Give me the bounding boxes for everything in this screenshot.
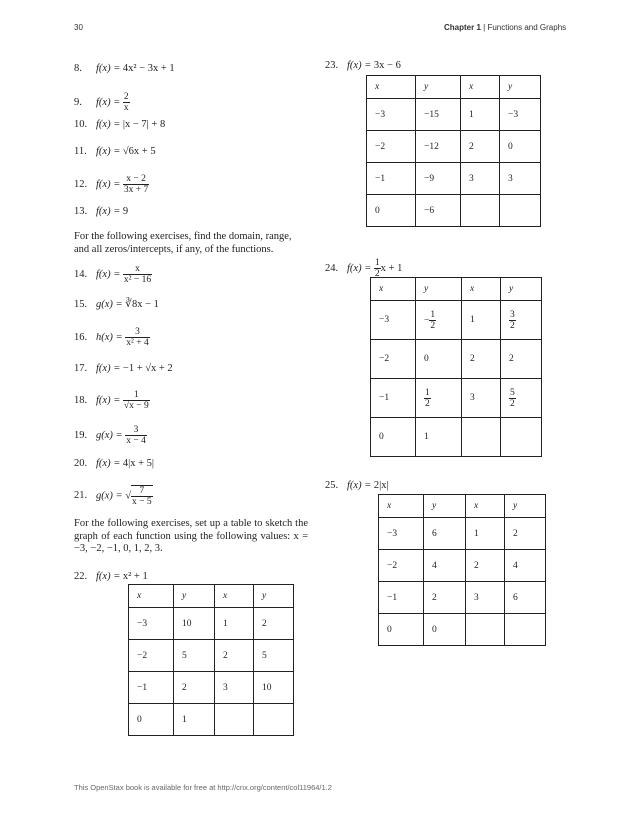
column-header: x xyxy=(462,278,501,301)
exercise-25: 25. f(x) = 2|x| xyxy=(325,480,389,491)
header-separator: | xyxy=(480,23,488,32)
table-cell: −3 xyxy=(500,99,541,131)
table-cell: 2 xyxy=(466,550,505,582)
table-cell: 3 xyxy=(466,582,505,614)
table-row xyxy=(371,418,542,457)
exercise-15: 15. g(x) = ∛8x − 1 xyxy=(74,299,159,310)
table-cell: 2 xyxy=(501,340,542,379)
table-cell: 1 xyxy=(466,518,505,550)
fraction: $\frac{5}{2}$ xyxy=(510,387,515,409)
table-row xyxy=(129,672,294,704)
column-header: y xyxy=(501,278,542,301)
table-cell: 0 xyxy=(500,131,541,163)
table-cell: 1 xyxy=(416,418,462,457)
table-cell: 10 xyxy=(174,608,215,640)
table-cell: 6 xyxy=(505,582,546,614)
table-cell: 3 xyxy=(215,672,254,704)
column-header: y xyxy=(416,76,461,99)
chapter-title: Functions and Graphs xyxy=(487,23,567,32)
table-cell: −12 xyxy=(416,131,461,163)
fraction: $\frac{3}{\text{x² + 4}}$ xyxy=(126,327,149,348)
values-table xyxy=(128,584,294,736)
table-row xyxy=(367,163,541,195)
exercise-11: 11. f(x) = √6x + 5 xyxy=(74,146,156,157)
exercise-17: 17. f(x) = −1 + √x + 2 xyxy=(74,363,173,374)
fraction: $\frac{7}{x - 5}$ xyxy=(132,486,152,507)
exercise-22: 22. f(x) = x² + 1 xyxy=(74,571,148,582)
running-header xyxy=(444,23,566,32)
fraction: $\frac{1}{√x - 9}$ xyxy=(123,390,149,411)
exercise-20: 20. f(x) = 4|x + 5| xyxy=(74,458,155,469)
exercise-23: 23. f(x) = 3x − 6 xyxy=(325,60,401,71)
fraction: $\frac{x - 2}{3x + 7}$ xyxy=(123,174,149,195)
table-cell: 4 xyxy=(505,550,546,582)
table-cell xyxy=(501,418,542,457)
column-header: y xyxy=(174,585,215,608)
table-cell: 4 xyxy=(424,550,466,582)
table-cell: −9 xyxy=(416,163,461,195)
values-table xyxy=(366,75,541,227)
table-cell: 3 xyxy=(461,163,500,195)
column-header: y xyxy=(500,76,541,99)
table-row xyxy=(379,582,546,614)
table-cell: 2 xyxy=(424,582,466,614)
table-cell: −2 xyxy=(371,340,416,379)
table-cell: 1 xyxy=(462,301,501,340)
table-cell: 1 xyxy=(174,704,215,736)
table-cell: 0 xyxy=(416,340,462,379)
table-cell: 10 xyxy=(254,672,294,704)
table-cell xyxy=(505,614,546,646)
table-cell: 3 xyxy=(462,379,501,418)
table-row xyxy=(129,608,294,640)
table-cell xyxy=(500,195,541,227)
table-header-row xyxy=(129,585,294,608)
column-header: x xyxy=(461,76,500,99)
column-header: x xyxy=(129,585,174,608)
exercise-8: 8. f(x) = 4x² − 3x + 1 xyxy=(74,63,175,74)
table-row xyxy=(379,614,546,646)
exercise-10: 10. f(x) = |x − 7| + 8 xyxy=(74,119,166,130)
exercise-21: 21. g(x) = √ $\frac{7}{x - 5}$ xyxy=(74,486,152,507)
table-header-row xyxy=(379,495,546,518)
table-cell: 0 xyxy=(371,418,416,457)
table-cell: 0 xyxy=(424,614,466,646)
exercise-19: 19. g(x) = $\frac{3}{x - 4}$ xyxy=(74,425,146,446)
table-cell: 6 xyxy=(424,518,466,550)
exercise-12: 12. f(x) = $\frac{x - 2}{3x + 7}$ xyxy=(74,174,149,195)
instruction-table: For the following exercises, set up a table to sketch the graph of each function using the following values: x = −3, −2, −1, 0, 1, 2, 3. xyxy=(74,518,308,554)
table-cell: 2 xyxy=(254,608,294,640)
exercise-18: 18. f(x) = $\frac{1}{√x - 9}$ xyxy=(74,390,149,411)
table-cell: 1 xyxy=(215,608,254,640)
fraction: $\frac{1}{2}$ xyxy=(425,387,430,409)
column-header: x xyxy=(371,278,416,301)
table-cell: −1 xyxy=(367,163,416,195)
fraction: $\frac{x}{\text{x² − 16}}$ xyxy=(123,264,152,285)
column-header: y xyxy=(424,495,466,518)
exercise-16: 16. h(x) = $\frac{3}{\text{x² + 4}}$ xyxy=(74,327,149,348)
table-cell: 2 xyxy=(462,340,501,379)
table-cell: 2 xyxy=(174,672,215,704)
footer: This OpenStax book is available for free at http://cnx.org/content/col11964/1.2 xyxy=(74,783,332,792)
table-cell: −3 xyxy=(371,301,416,340)
table-row xyxy=(371,301,542,340)
table-row xyxy=(129,640,294,672)
exercise-13: 13. f(x) = 9 xyxy=(74,206,129,217)
fraction: $\frac{3}{2}$ xyxy=(510,309,515,331)
table-header-row xyxy=(367,76,541,99)
table-cell xyxy=(254,704,294,736)
column-header: y xyxy=(505,495,546,518)
fraction: $\frac{1}{2}$ xyxy=(374,258,380,279)
table-cell: 2 xyxy=(215,640,254,672)
fraction: $\frac{1}{2}$ xyxy=(430,309,436,331)
exercise-9: 9. f(x) = $\frac{2}{x}$ xyxy=(74,92,129,113)
table-row xyxy=(371,379,542,418)
table-cell: −1 xyxy=(371,379,416,418)
table-cell: −2 xyxy=(129,640,174,672)
table-cell xyxy=(215,704,254,736)
exercise-14: 14. f(x) = $\frac{x}{\text{x² − 16}}$ xyxy=(74,264,152,285)
table-cell: 3 xyxy=(500,163,541,195)
table-cell: 0 xyxy=(129,704,174,736)
exercise-24: 24. f(x) = $\frac{1}{2}$ x + 1 xyxy=(325,258,403,279)
column-header: y xyxy=(254,585,294,608)
table-cell: −6 xyxy=(416,195,461,227)
table-cell: 0 xyxy=(379,614,424,646)
table-cell xyxy=(462,418,501,457)
table-cell: −1 xyxy=(379,582,424,614)
column-header: x xyxy=(367,76,416,99)
column-header: x xyxy=(379,495,424,518)
values-table xyxy=(370,277,542,457)
table-row xyxy=(371,340,542,379)
table-header-row xyxy=(371,278,542,301)
table-row xyxy=(379,550,546,582)
table-row xyxy=(367,99,541,131)
table-cell: 2 xyxy=(461,131,500,163)
table-cell xyxy=(461,195,500,227)
table-cell: 0 xyxy=(367,195,416,227)
table-cell xyxy=(501,301,542,340)
table-cell: −3 xyxy=(129,608,174,640)
table-cell: − $\frac{1}{2}$ xyxy=(416,301,462,340)
table-cell: −15 xyxy=(416,99,461,131)
chapter-label: Chapter 1 xyxy=(444,23,481,32)
table-cell xyxy=(466,614,505,646)
table-cell xyxy=(501,379,542,418)
table-cell xyxy=(416,379,462,418)
table-row xyxy=(129,704,294,736)
instruction-domain-range: For the following exercises, find the domain, range, and all zeros/intercepts, if any, of the functions. xyxy=(74,231,292,255)
page-number: 30 xyxy=(74,23,83,32)
table-cell: −1 xyxy=(129,672,174,704)
values-table xyxy=(378,494,546,646)
table-row xyxy=(367,195,541,227)
table-cell: 1 xyxy=(461,99,500,131)
table-cell: 5 xyxy=(174,640,215,672)
column-header: x xyxy=(215,585,254,608)
table-cell: 5 xyxy=(254,640,294,672)
column-header: y xyxy=(416,278,462,301)
column-header: x xyxy=(466,495,505,518)
table-cell: −3 xyxy=(367,99,416,131)
fraction: $\frac{3}{x - 4}$ xyxy=(126,425,146,446)
table-cell: −3 xyxy=(379,518,424,550)
table-cell: −2 xyxy=(379,550,424,582)
table-row xyxy=(379,518,546,550)
table-row xyxy=(367,131,541,163)
table-cell: 2 xyxy=(505,518,546,550)
fraction: $\frac{2}{x}$ xyxy=(123,92,129,113)
table-cell: −2 xyxy=(367,131,416,163)
